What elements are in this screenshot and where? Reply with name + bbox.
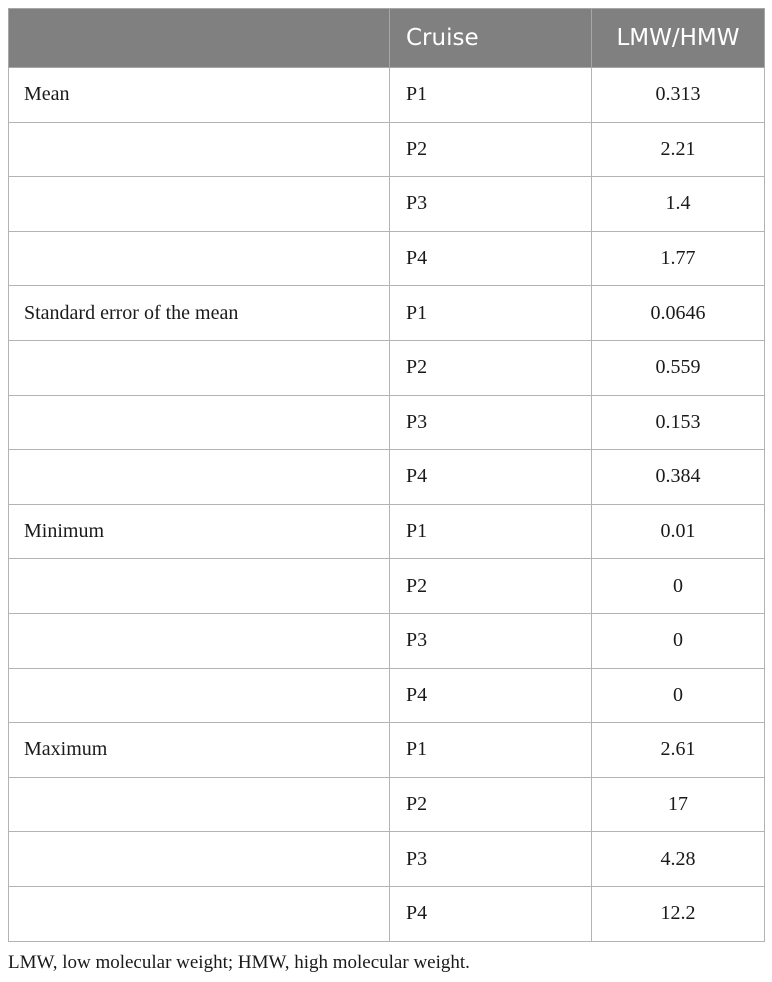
cruise-cell: P4 <box>390 231 592 286</box>
statistic-cell: Mean <box>9 68 390 123</box>
cruise-cell: P1 <box>390 723 592 778</box>
table-row <box>9 395 765 450</box>
table-row <box>9 286 765 341</box>
ratio-value-cell: 0 <box>592 559 765 614</box>
cruise-cell: P4 <box>390 886 592 941</box>
ratio-value-cell: 12.2 <box>592 886 765 941</box>
cruise-cell: P1 <box>390 286 592 341</box>
statistic-cell <box>9 177 390 232</box>
ratio-value-cell: 2.21 <box>592 122 765 177</box>
ratio-value-cell: 2.61 <box>592 723 765 778</box>
cruise-cell: P3 <box>390 832 592 887</box>
cruise-cell: P2 <box>390 340 592 395</box>
table-header <box>9 9 765 68</box>
ratio-value-cell: 1.77 <box>592 231 765 286</box>
header-cruise: Cruise <box>390 9 592 68</box>
statistic-cell <box>9 559 390 614</box>
table-row <box>9 504 765 559</box>
table-row <box>9 450 765 505</box>
table-row <box>9 668 765 723</box>
table-row <box>9 723 765 778</box>
ratio-value-cell: 0 <box>592 613 765 668</box>
statistic-cell <box>9 613 390 668</box>
statistic-cell: Maximum <box>9 723 390 778</box>
statistic-cell <box>9 886 390 941</box>
table-body <box>9 68 765 942</box>
statistic-cell: Minimum <box>9 504 390 559</box>
ratio-value-cell: 0.01 <box>592 504 765 559</box>
ratio-value-cell: 0.559 <box>592 340 765 395</box>
statistic-cell <box>9 832 390 887</box>
table-row <box>9 886 765 941</box>
ratio-value-cell: 0.0646 <box>592 286 765 341</box>
table-row <box>9 559 765 614</box>
header-lmw-hmw: LMW/HMW <box>592 9 765 68</box>
cruise-cell: P1 <box>390 504 592 559</box>
statistic-cell <box>9 340 390 395</box>
table-row <box>9 231 765 286</box>
cruise-cell: P3 <box>390 613 592 668</box>
cruise-cell: P2 <box>390 777 592 832</box>
cruise-cell: P2 <box>390 122 592 177</box>
ratio-value-cell: 0.153 <box>592 395 765 450</box>
statistic-cell <box>9 668 390 723</box>
cruise-cell: P3 <box>390 177 592 232</box>
header-statistic <box>9 9 390 68</box>
table-row <box>9 122 765 177</box>
ratio-value-cell: 0 <box>592 668 765 723</box>
table-row <box>9 68 765 123</box>
ratio-value-cell: 17 <box>592 777 765 832</box>
data-table-container <box>8 8 764 942</box>
ratio-value-cell: 0.384 <box>592 450 765 505</box>
cruise-cell: P2 <box>390 559 592 614</box>
table-row <box>9 177 765 232</box>
table-row <box>9 340 765 395</box>
ratio-value-cell: 4.28 <box>592 832 765 887</box>
ratio-value-cell: 0.313 <box>592 68 765 123</box>
cruise-cell: P4 <box>390 668 592 723</box>
table-row <box>9 777 765 832</box>
statistics-table <box>8 8 765 942</box>
header-row <box>9 9 765 68</box>
statistic-cell <box>9 777 390 832</box>
table-footnote: LMW, low molecular weight; HMW, high molecular weight. <box>8 952 470 973</box>
statistic-cell: Standard error of the mean <box>9 286 390 341</box>
statistic-cell <box>9 231 390 286</box>
statistic-cell <box>9 450 390 505</box>
table-row <box>9 832 765 887</box>
cruise-cell: P4 <box>390 450 592 505</box>
statistic-cell <box>9 122 390 177</box>
cruise-cell: P3 <box>390 395 592 450</box>
statistic-cell <box>9 395 390 450</box>
ratio-value-cell: 1.4 <box>592 177 765 232</box>
table-row <box>9 613 765 668</box>
cruise-cell: P1 <box>390 68 592 123</box>
